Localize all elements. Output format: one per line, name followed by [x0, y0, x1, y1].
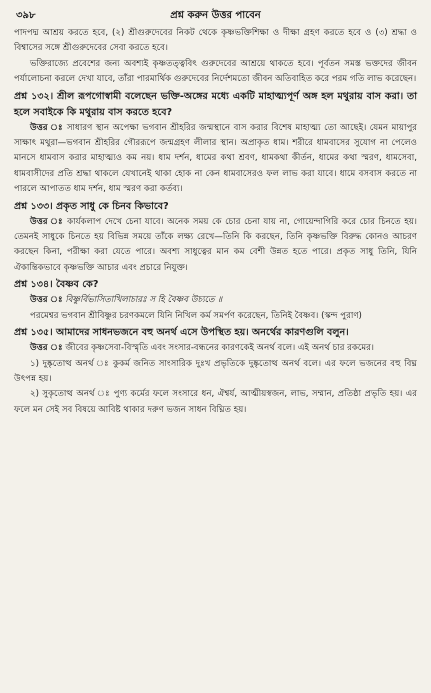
answer-label: উত্তর ঃ: [30, 343, 63, 354]
answer-text: বিষ্ণুর্বিভাসিতাখিলাচারঃ স হি বৈষ্ণব উচ্যতে ॥: [65, 295, 223, 306]
question-heading: প্রশ্ন ১৩৫। আমাদের সাধনভজনে বহু অনর্থ এসে উপস্থিত হয়। অনর্থের কারণগুলি বলুন।: [14, 327, 349, 339]
answer-paragraph: [14, 293, 417, 308]
running-title: প্রশ্ন করুন উত্তর পাবেন: [170, 10, 261, 21]
list-item: ২) সুকৃতোত্থ অনর্থ ঃ পুণ্য কর্মের ফলে সংসারে ধন, ঐশ্বর্য, আত্মীয়স্বজন, লাভ, সম্মান, প্রতিষ্ঠা প্রভৃতি হয়। এর ফলে মন সেই সব বিষয়ে আবিষ্ট থাকার দরুণ ভজন সাধন বিঘ্নিত হয়।: [14, 389, 417, 415]
answer-label: উত্তর ঃ: [30, 295, 63, 306]
page-number: ৩৯৮: [16, 10, 36, 21]
question-heading: প্রশ্ন ১৩৩। প্রকৃত সাধু কে চিনব কিভাবে?: [14, 200, 169, 212]
paragraph: পাদপদ্ম আশ্রয় করতে হবে, (২) শ্রীগুরুদেবের নিকট থেকে কৃষ্ণভক্তিশিক্ষা ও দীক্ষা গ্রহণ করতে হবে ও (৩) শ্রদ্ধা ও বিশ্বাসের সঙ্গে শ্রীগুরুদেবের সেবা করতে হবে।: [14, 28, 417, 54]
answer-text: কার্যকলাপ দেখে চেনা যাবে। অনেক সময় কে চোর চেনা যায় না, গোয়েন্দাগিরি করে চোর চিনতে হয়। তেমনই সাধুকে চিনতে হয় বিভিন্ন সময়ে তাঁকে লক্ষ্য রেখে—তিনি কি করছেন, তিনি কৃষ্ণভক্তি বিরুদ্ধ কোনও আচরণ করছেন কিনা, পরীক্ষা করা যেতে পারে। অবশ্য সাধুত্বের মান কম বেশী উন্নত হতে পারে। প্রকৃত সাধু তিনি, যিনি ঐকান্তিকভাবে কৃষ্ণভক্তি আচার এবং প্রচারে নিযুক্ত।: [14, 216, 417, 273]
paragraph: ভক্তিরাজ্যে প্রবেশের জন্য অবশ্যই কৃষ্ণতত্ত্ববিৎ গুরুদেবের আশ্রয়ে থাকতে হবে। পূর্বতন সমস্ত ভক্তদের জীবন পর্যালোচনা করলে দেখা যাবে, তাঁরা পারমার্থিক গুরুদেবের নির্দেশমতো জীবন অতিবাহিত করে পরম গতি লাভ করেছেন।: [14, 58, 417, 85]
page-content: [14, 26, 417, 418]
answer-label: উত্তর ঃ: [30, 122, 64, 133]
answer-paragraph: [14, 121, 417, 198]
question-heading: প্রশ্ন ১৩২। শ্রীল রূপগোস্বামী বলেছেন ভক্তি-অঙ্গের মধ্যে একটি মাহাত্ম্যপূর্ণ অঙ্গ হল মথুরায় বাস করা। তা হলে সবাইকে কি মথুরায় বাস করতে হবে?: [14, 90, 417, 118]
paragraph: পরমেশ্বর ভগবান শ্রীবিষ্ণুর চরণকমলে যিনি নিখিল কর্ম সমর্পণ করেছেন, তিনিই বৈষ্ণব। (স্কন্দ পুরাণ): [30, 310, 362, 321]
answer-text: সাধারণ স্থান অপেক্ষা ভগবান শ্রীহরির জন্মস্থানে বাস করার বিশেষ মাহাত্ম্য তো আছেই। যেমন মায়াপুর সাক্ষাৎ মথুরা—ভগবান শ্রীহরির গৌররূপে জন্মগ্রহণ লীলার স্থান। অপ্রাকৃত ধাম। শরীরে ধামবাসের সুযোগ না পেলেও মানসে ধামবাস করার মাহাত্ম্যও কম নয়। ধাম দর্শন, ধামের কথা শ্রবণ, ধামকথা কীর্তন, ধামের কথা স্মরণ, ধামসেবা, ধামবাসীদের প্রতি শ্রদ্ধা থাকলে যেখানেই থাকা হোক না কেন ধামবাসেরও ফল লাভ করা যাবে। ধামে বসবাস করতে না পারলে আপাতত ধাম দর্শন, ধাম স্মরণ করা কর্তব্য।: [14, 122, 418, 195]
answer-paragraph: [14, 341, 417, 356]
answer-paragraph: [14, 215, 417, 277]
question-heading: প্রশ্ন ১৩৪। বৈষ্ণব কে?: [14, 279, 99, 291]
list-item: ১) দুষ্কৃতোত্থ অনর্থ ঃ কুকর্ম জনিত সাংসারিক দুঃখ প্রভৃতিকে দুষ্কৃতোত্থ অনর্থ বলে। এর ফলে ভজনের বহু বিঘ্ন উৎপন্ন হয়।: [14, 358, 417, 384]
answer-label: উত্তর ঃ: [30, 216, 64, 227]
answer-text: জীবের কৃষ্ণসেবা-বিস্মৃতি এবং সংসার-বন্ধনের কারণকেই অনর্থ বলে। এই অনর্থ চার রকমের।: [65, 343, 374, 354]
page-header: [14, 6, 417, 26]
